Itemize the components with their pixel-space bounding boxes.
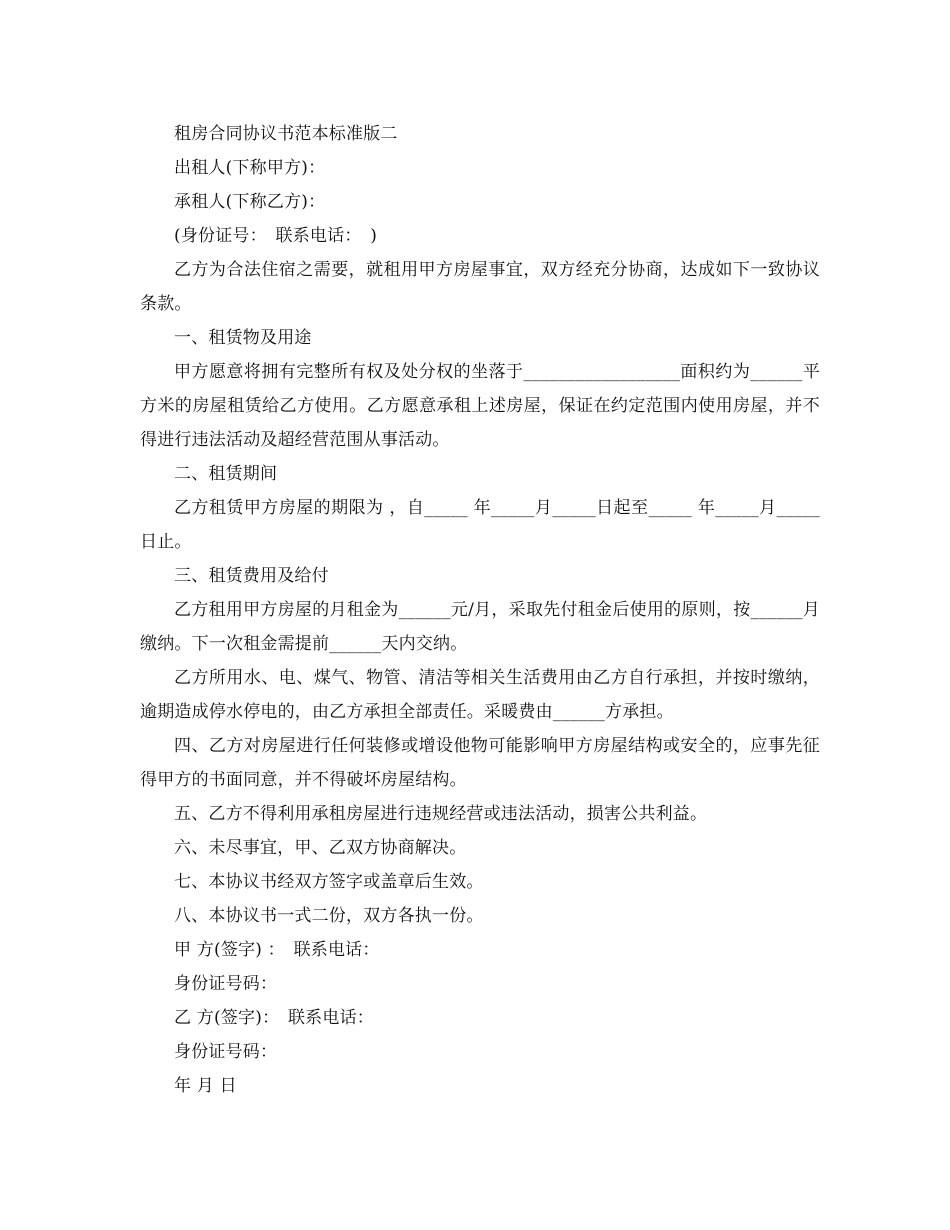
section-4-paragraph: 四、乙方对房屋进行任何装修或增设他物可能影响甲方房屋结构或安全的，应事先征得甲方的书面同意，并不得破坏房屋结构。 [140,736,820,790]
section-8-paragraph: 八、本协议书一式二份，双方各执一份。 [174,906,484,926]
section-3-heading: 三、租赁费用及给付 [174,566,329,586]
section-6-paragraph: 六、未尽事宜，甲、乙双方协商解决。 [174,838,467,858]
section-3-body-utilities: 乙方所用水、电、煤气、物管、清洁等相关生活费用由乙方自行承担，并按时缴纳，逾期造成停水停电的，由乙方承担全部责任。采暖费由______方承担。 [140,668,820,722]
id-phone-line: (身份证号： 联系电话： ) [174,226,378,246]
section-1-body: 甲方愿意将拥有完整所有权及处分权的坐落于__________________面积约为______平方米的房屋租赁给乙方使用。乙方愿意承租上述房屋，保证在约定范围内使用房屋，并不得进行违法活动及超经营范围从事活动。 [140,362,820,450]
lessor-line: 出租人(下称甲方)： [174,158,326,178]
section-7-paragraph: 七、本协议书经双方签字或盖章后生效。 [174,872,484,892]
date-line: 年 月 日 [174,1076,237,1096]
party-a-id-line: 身份证号码： [174,974,278,994]
document-title: 租房合同协议书范本标准版二 [174,124,398,144]
party-b-id-line: 身份证号码： [174,1042,278,1062]
lessee-line: 承租人(下称乙方)： [174,192,326,212]
section-3-body-rent: 乙方租用甲方房屋的月租金为______元/月，采取先付租金后使用的原则，按______月缴纳。下一次租金需提前______天内交纳。 [140,600,820,654]
intro-paragraph: 乙方为合法住宿之需要，就租用甲方房屋事宜，双方经充分协商，达成如下一致协议条款。 [140,260,820,314]
party-a-signature-line: 甲 方(签字) ： 联系电话： [174,940,380,960]
section-2-body: 乙方租赁甲方房屋的期限为 ，自_____ 年_____月_____日起至_____ 年_____月_____日止。 [140,498,820,552]
section-1-heading: 一、租赁物及用途 [174,328,312,348]
section-2-heading: 二、租赁期间 [174,464,278,484]
section-5-paragraph: 五、乙方不得利用承租房屋进行违规经营或违法活动，损害公共利益。 [174,804,708,824]
document-body [140,117,820,1103]
party-b-signature-line: 乙 方(签字)： 联系电话： [174,1008,374,1028]
